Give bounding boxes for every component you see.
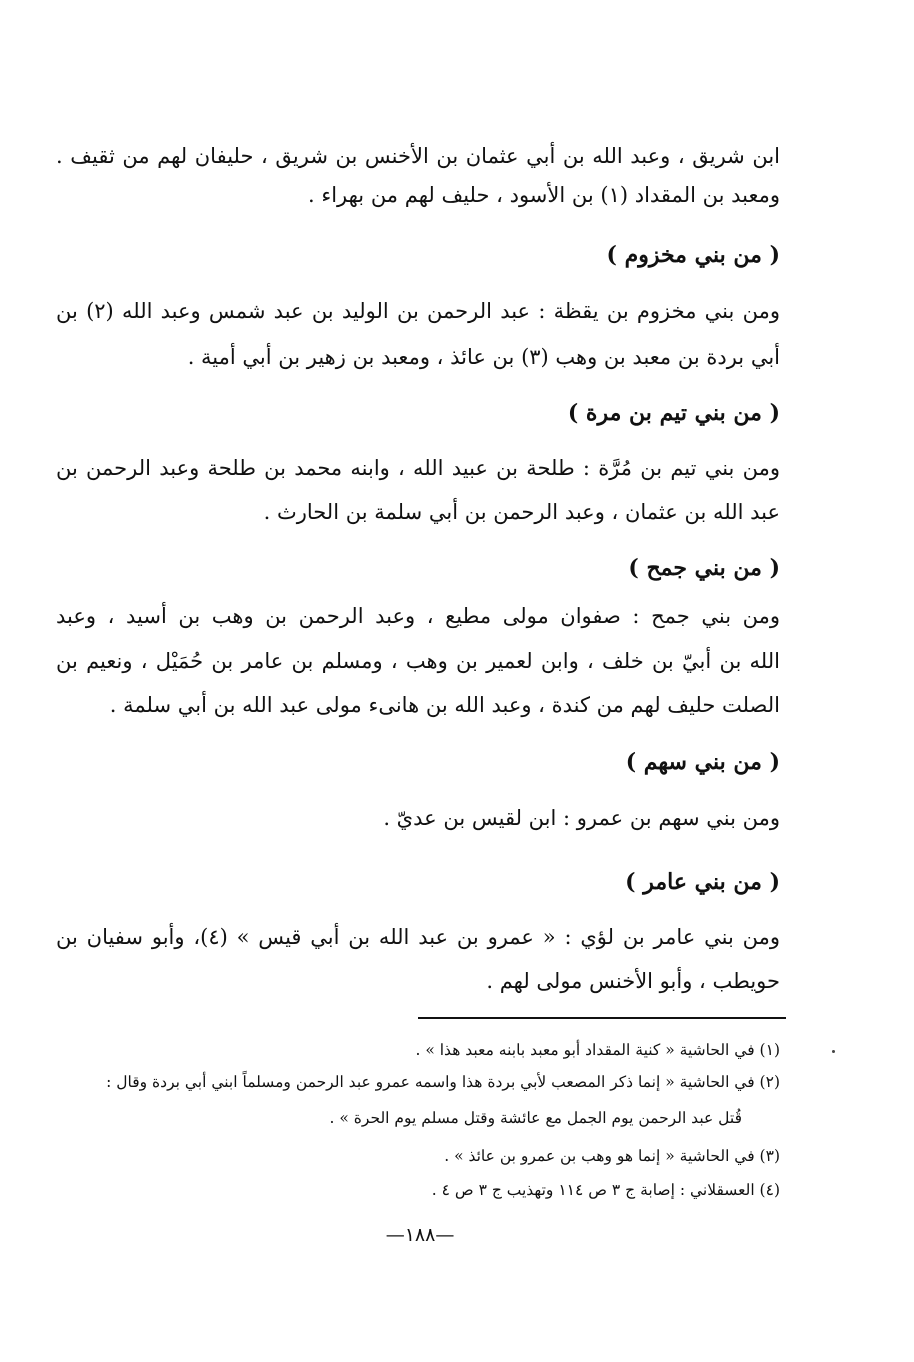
text-line-9: الصلت حليف لهم من كندة ، وعبد الله بن هانىء مولى عبد الله بن أبي سلمة . <box>109 693 780 717</box>
text-line-10: ومن بني سهم بن عمرو : ابن لقيس بن عديّ . <box>383 806 780 830</box>
footnote-4: (٤) العسقلاني : إصابة ج ٣ ص ١١٤ وتهذيب ج ٣ ص ٤ . <box>431 1181 780 1199</box>
text-line-1: ابن شريق ، وعبد الله بن أبي عثمان بن الأخنس بن شريق ، حليفان لهم من ثقيف . <box>56 144 780 168</box>
footnote-2: (٢) في الحاشية « إنما ذكر المصعب لأبي بردة هذا واسمه عمرو عبد الرحمن ومسلماً ابني أبي بردة وقال : <box>106 1073 780 1091</box>
text-line-4: أبي بردة بن معبد بن وهب (٣) بن عائذ ، ومعبد بن زهير بن أبي أمية . <box>187 345 780 369</box>
text-line-5: ومن بني تيم بن مُرَّة : طلحة بن عبيد الله ، وابنه محمد بن طلحة وعبد الرحمن بن <box>56 456 780 480</box>
footnote-1: (١) في الحاشية « كنية المقداد أبو معبد بابنه معبد هذا » . <box>415 1041 780 1059</box>
stray-mark <box>832 1050 835 1053</box>
page-number: —١٨٨— <box>385 1224 455 1246</box>
section-heading-amir: ( من بني عامر ) <box>625 869 780 895</box>
text-line-8: الله بن أبيّ بن خلف ، وابن لعمير بن وهب ، ومسلم بن عامر بن حُمَيْل ، ونعيم بن <box>56 649 780 673</box>
footnote-2-continued: قُتل عبد الرحمن يوم الجمل مع عائشة وقتل مسلم يوم الحرة » . <box>329 1109 742 1127</box>
section-heading-sahm: ( من بني سهم ) <box>625 749 780 775</box>
text-line-12: حويطب ، وأبو الأخنس مولى لهم . <box>486 969 780 993</box>
section-heading-makhzum: ( من بني مخزوم ) <box>606 242 780 268</box>
footnote-separator <box>418 1017 786 1019</box>
text-line-7: ومن بني جمح : صفوان مولى مطيع ، وعبد الرحمن بن وهب بن أسيد ، وعبد <box>56 604 780 628</box>
text-line-3: ومن بني مخزوم بن يقظة : عبد الرحمن بن الوليد بن عبد شمس وعبد الله (٢) بن <box>56 299 780 323</box>
text-line-11: ومن بني عامر بن لؤي : « عمرو بن عبد الله بن أبي قيس » (٤)، وأبو سفيان بن <box>56 925 780 949</box>
section-heading-jumah: ( من بني جمح ) <box>628 555 780 581</box>
text-line-2: ومعبد بن المقداد (١) بن الأسود ، حليف لهم من بهراء . <box>307 183 780 207</box>
section-heading-taym: ( من بني تيم بن مرة ) <box>567 400 780 426</box>
footnote-3: (٣) في الحاشية « إنما هو وهب بن عمرو بن عائذ » . <box>444 1147 780 1165</box>
text-line-6: عبد الله بن عثمان ، وعبد الرحمن بن أبي سلمة بن الحارث . <box>263 500 780 524</box>
